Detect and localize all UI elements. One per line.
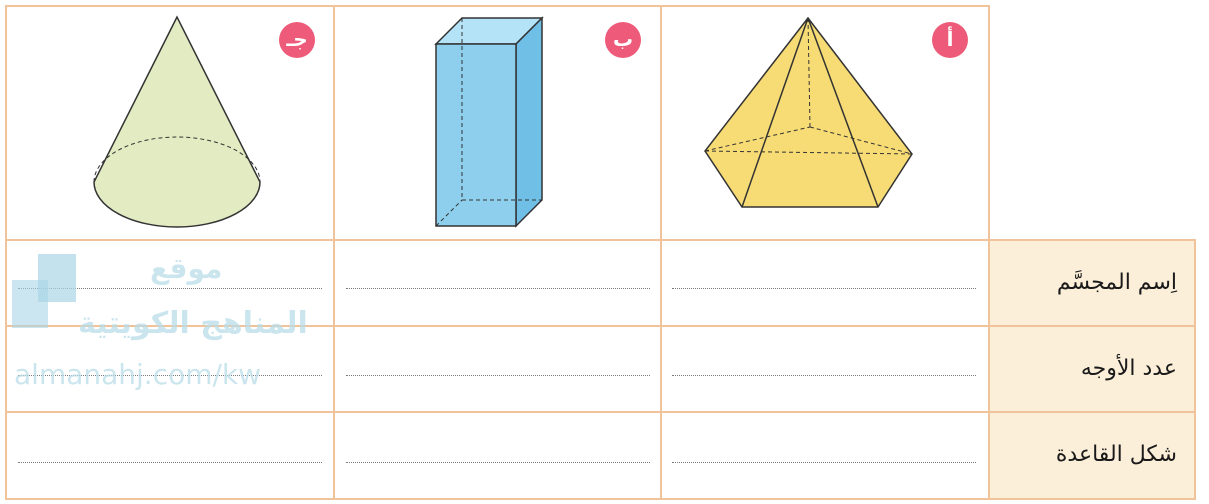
watermark-line1: موقع bbox=[150, 252, 223, 285]
answer-line-b-base[interactable] bbox=[346, 462, 650, 463]
row-label-base: شكل القاعدة bbox=[1055, 442, 1177, 467]
answer-line-c-base[interactable] bbox=[18, 462, 322, 463]
grid-col-line-2 bbox=[660, 5, 662, 500]
answer-line-b-faces[interactable] bbox=[346, 375, 650, 376]
watermark-url: almanahj.com/kw bbox=[14, 358, 262, 391]
grid-col-line-0 bbox=[5, 5, 7, 500]
watermark-logo-icon bbox=[8, 252, 80, 332]
badge-b: ب bbox=[605, 22, 641, 58]
answer-line-a-base[interactable] bbox=[672, 462, 976, 463]
cone-icon bbox=[88, 12, 268, 230]
badge-a: أ bbox=[932, 22, 968, 58]
grid-row-line-3 bbox=[5, 411, 1196, 413]
watermark-line2: المناهج الكويتية bbox=[78, 306, 308, 341]
badge-c: جـ bbox=[279, 22, 315, 58]
answer-line-b-name[interactable] bbox=[346, 288, 650, 289]
answer-line-a-name[interactable] bbox=[672, 288, 976, 289]
grid-bottom-border bbox=[5, 498, 1196, 500]
grid-col-line-4 bbox=[1194, 239, 1196, 500]
grid-row-line-1 bbox=[5, 239, 1196, 241]
grid-top-border bbox=[5, 5, 990, 7]
grid-col-line-1 bbox=[333, 5, 335, 500]
grid-col-line-3 bbox=[988, 5, 990, 500]
pentagonal-pyramid-icon bbox=[690, 12, 930, 217]
rectangular-prism-icon bbox=[430, 12, 555, 232]
row-label-name: اِسم المجسَّم bbox=[1056, 270, 1177, 295]
answer-line-a-faces[interactable] bbox=[672, 375, 976, 376]
row-label-faces: عدد الأوجه bbox=[1080, 356, 1177, 381]
